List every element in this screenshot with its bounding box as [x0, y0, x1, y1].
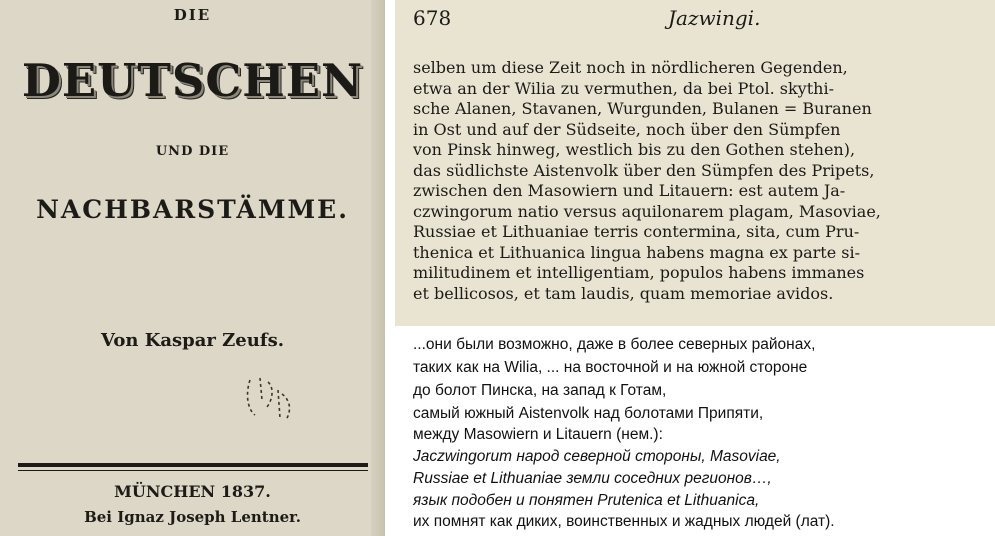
translation-line: таких как на Wilia, ... на восточной и на южной стороне: [413, 359, 808, 376]
translation-line: их помнят как диких, воинственных и жадных людей (лат).: [413, 513, 835, 530]
page-text-line: das südlichste Aistenvolk über den Sümpfen des Pripets,: [413, 160, 875, 180]
page-text-line: in Ost und auf der Südseite, noch über den Sümpfen: [413, 119, 841, 139]
title-deutschen: DEUTSCHEN: [21, 54, 364, 107]
translation-block: [395, 326, 995, 536]
translation-line: ...они были возможно, даже в более северных районах,: [413, 336, 816, 353]
translation-line: язык подобен и понятен Prutenica et Lithuanica,: [413, 492, 760, 509]
page-number: 678: [413, 6, 452, 30]
divider-rule-thin: [18, 470, 368, 471]
translation-line: Jaczwingorum народ северной стороны, Masoviae,: [413, 448, 781, 465]
library-stamp-mark: [220, 370, 310, 430]
title-die: DIE: [173, 6, 212, 24]
title-und-die: UND DIE: [155, 144, 230, 159]
page-text-line: etwa an der Wilia zu vermuthen, da bei Ptol. skythi-: [413, 78, 834, 98]
title-nachbarstamme: NACHBARSTÄMME.: [36, 195, 349, 224]
translation-line: самый южный Aistenvolk над болотами Припяти,: [413, 405, 764, 422]
page-text-line: militudinem et intelligentiam, populos habens immanes: [413, 263, 865, 282]
page-header: [413, 6, 985, 32]
page-text-line: zwischen den Masowiern und Litauern: est autem Ja-: [413, 181, 846, 200]
translation-line: Russiae et Lithuaniae земли соседних регионов…,: [413, 470, 772, 487]
page-text-line: Russiae et Lithuaniae terris contermina, sita, cum Pru-: [413, 222, 860, 241]
page-text-line: thenica et Lithuanica lingua habens magna ex parte si-: [413, 242, 860, 262]
page-text-line: von Pinsk hinweg, westlich bis zu den Gothen stehen),: [413, 140, 856, 159]
page-text-line: et bellicosos, et tam laudis, quam memoriae avidos.: [413, 283, 834, 303]
page-text-line: selben um diese Zeit noch in nördlicheren Gegenden,: [413, 58, 848, 77]
title-page-scan: [0, 0, 385, 536]
running-head: Jazwingi.: [668, 6, 761, 30]
page-text-line: sche Alanen, Stavanen, Wurgunden, Bulanen = Buranen: [413, 99, 872, 118]
page-text-line: czwingorum natio versus aquilonarem plagam, Masoviae,: [413, 201, 881, 221]
author-line: Von Kaspar Zeufs.: [101, 330, 284, 351]
imprint-city-year: MÜNCHEN 1837.: [114, 482, 271, 501]
page-body-text: [413, 58, 983, 304]
book-page-scan: [395, 0, 995, 326]
divider-rule-thick: [18, 463, 368, 467]
imprint-publisher: Bei Ignaz Joseph Lentner.: [84, 508, 301, 526]
translation-line: до болот Пинска, на запад к Готам,: [413, 382, 667, 399]
translation-line: между Masowiern и Litauern (нем.):: [413, 426, 663, 443]
